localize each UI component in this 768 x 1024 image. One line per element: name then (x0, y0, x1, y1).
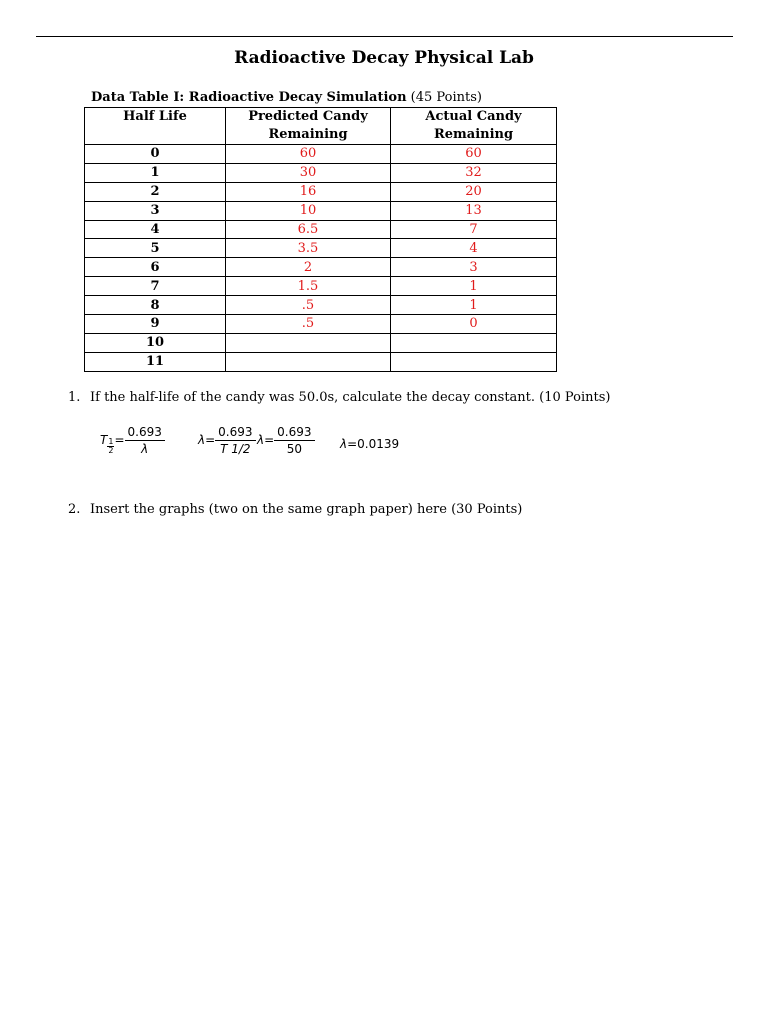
table-row (85, 333, 557, 352)
cell-actual: 60 (391, 145, 557, 164)
table-caption-points: (45 Points) (410, 90, 482, 105)
header-half-life: Half Life (85, 108, 226, 145)
cell-half-life: 11 (85, 352, 226, 371)
table-row (85, 258, 557, 277)
cell-predicted: 1.5 (226, 277, 391, 296)
cell-half-life: 10 (85, 333, 226, 352)
cell-half-life: 4 (85, 220, 226, 239)
decay-data-table (84, 107, 557, 372)
table-row (85, 315, 557, 334)
fraction: $\frac{0.693}{50}$ (274, 425, 314, 456)
cell-predicted (226, 352, 391, 371)
cell-actual: 13 (391, 201, 557, 220)
table-row (85, 239, 557, 258)
question-1-number: 1. (68, 390, 81, 405)
cell-actual: 7 (391, 220, 557, 239)
cell-predicted: .5 (226, 315, 391, 334)
table-row (85, 277, 557, 296)
cell-actual: 32 (391, 163, 557, 182)
question-2-text: Insert the graphs (two on the same graph paper) here (30 Points) (90, 502, 523, 517)
header-predicted: Predicted Candy Remaining (226, 108, 391, 145)
equation-half-life: T $\frac{1}{2}$ = $\frac{0.693}{\lambda}$ (100, 425, 165, 456)
cell-predicted: 3.5 (226, 239, 391, 258)
question-2 (68, 502, 522, 517)
document-title: Radioactive Decay Physical Lab (234, 48, 534, 68)
equation-lambda-result: λ=0.0139 (340, 437, 400, 451)
cell-predicted: .5 (226, 296, 391, 315)
table-row (85, 145, 557, 164)
subscript-fraction: $\frac{1}{2}$ (108, 437, 114, 455)
cell-actual: 0 (391, 315, 557, 334)
cell-half-life: 8 (85, 296, 226, 315)
cell-predicted: 16 (226, 182, 391, 201)
cell-actual: 20 (391, 182, 557, 201)
cell-half-life: 6 (85, 258, 226, 277)
table-row (85, 296, 557, 315)
top-rule (36, 36, 733, 37)
cell-predicted: 6.5 (226, 220, 391, 239)
fraction: $\frac{0.693}{\lambda}$ (125, 425, 165, 456)
table-caption-label: Data Table I: Radioactive Decay Simulation (91, 90, 407, 105)
cell-predicted: 60 (226, 145, 391, 164)
cell-half-life: 3 (85, 201, 226, 220)
cell-predicted (226, 333, 391, 352)
table-row (85, 163, 557, 182)
cell-half-life: 0 (85, 145, 226, 164)
cell-half-life: 1 (85, 163, 226, 182)
table-row (85, 201, 557, 220)
cell-actual: 1 (391, 277, 557, 296)
cell-actual: 3 (391, 258, 557, 277)
table-caption (91, 90, 482, 105)
table-header-row (85, 108, 557, 145)
cell-actual (391, 333, 557, 352)
question-2-number: 2. (68, 502, 81, 517)
table-body (85, 145, 557, 372)
cell-half-life: 5 (85, 239, 226, 258)
equation-lambda-substituted: λ= $\frac{0.693}{50}$ (257, 425, 315, 456)
question-1 (68, 390, 610, 405)
fraction: $\frac{0.693}{T 1/2}$ (215, 425, 255, 456)
cell-predicted: 2 (226, 258, 391, 277)
cell-actual (391, 352, 557, 371)
cell-predicted: 10 (226, 201, 391, 220)
table-row (85, 182, 557, 201)
table-row (85, 220, 557, 239)
equation-lambda-general: λ= $\frac{0.693}{T 1/2}$ (198, 425, 256, 456)
cell-half-life: 2 (85, 182, 226, 201)
table-row (85, 352, 557, 371)
header-actual: Actual Candy Remaining (391, 108, 557, 145)
cell-half-life: 9 (85, 315, 226, 334)
cell-actual: 4 (391, 239, 557, 258)
cell-half-life: 7 (85, 277, 226, 296)
cell-predicted: 30 (226, 163, 391, 182)
cell-actual: 1 (391, 296, 557, 315)
question-1-text: If the half-life of the candy was 50.0s, calculate the decay constant. (10 Points) (90, 390, 611, 405)
